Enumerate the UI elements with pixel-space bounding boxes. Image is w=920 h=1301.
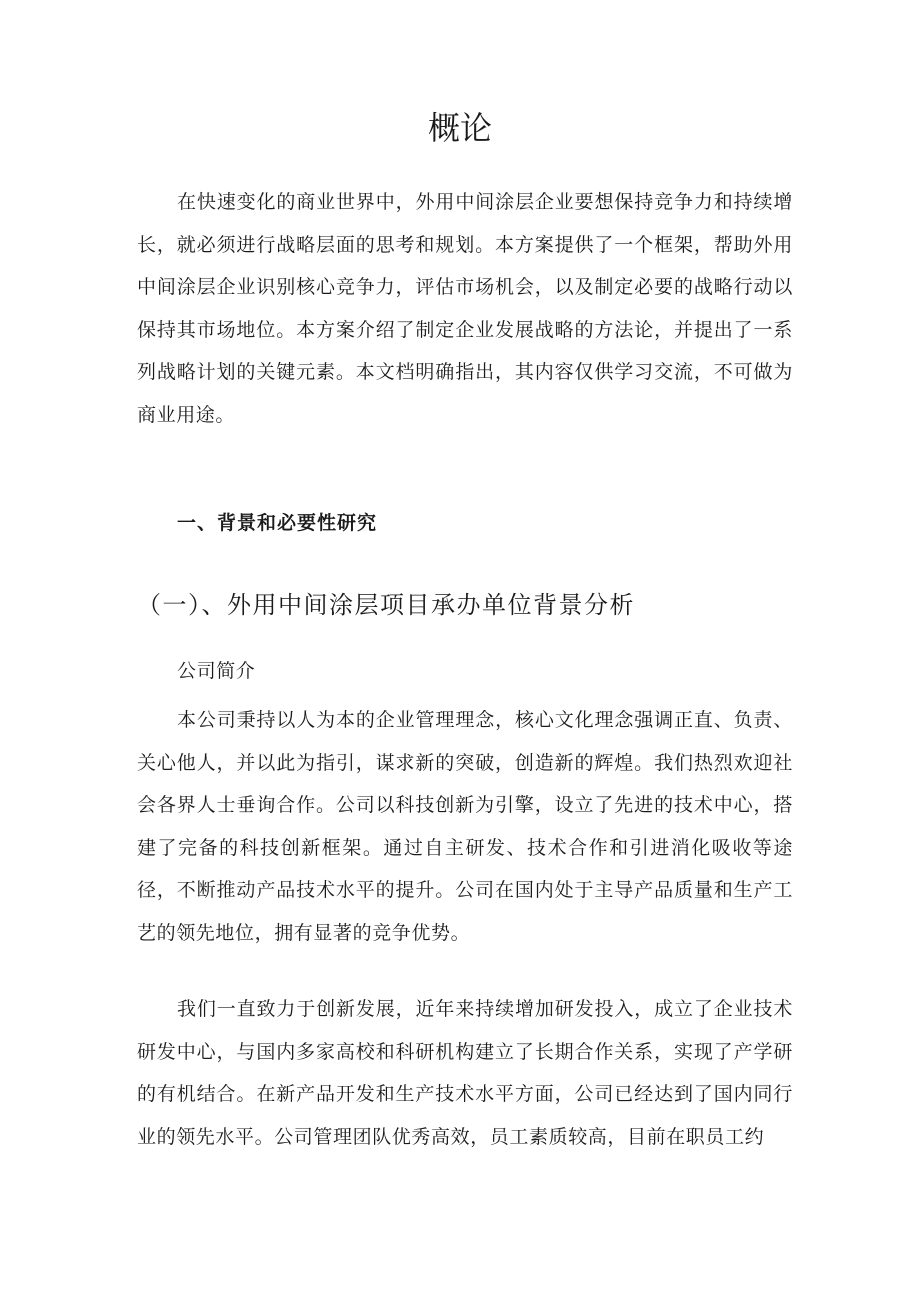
subsection-heading: （一）、外用中间涂层项目承办单位背景分析 — [137, 591, 635, 619]
page-title: 概论 — [427, 109, 492, 147]
intro-paragraph: 在快速变化的商业世界中，外用中间涂层企业要想保持竞争力和持续增长，就必须进行战略层面的思考和规划。本方案提供了一个框架，帮助外用中间涂层企业识别核心竞争力，评估市场机会，以及制定必要的战略行动以保持其市场地位。本方案介绍了制定企业发展战略的方法论，并提出了一系列战略计划的关键元素。本文档明确指出，其内容仅供学习交流，不可做为商业用途。 — [137, 191, 793, 426]
body-paragraph-1: 本公司秉持以人为本的企业管理理念，核心文化理念强调正直、负责、关心他人，并以此为指引，谋求新的突破，创造新的辉煌。我们热烈欢迎社会各界人士垂询合作。公司以科技创新为引擎，设立了先进的技术中心，搭建了完备的科技创新框架。通过自主研发、技术合作和引进消化吸收等途径，不断推动产品技术水平的提升。公司在国内处于主导产品质量和生产工艺的领先地位，拥有显著的竞争优势。 — [137, 709, 793, 944]
section-heading: 一、背景和必要性研究 — [177, 512, 378, 534]
company-intro-label: 公司简介 — [177, 660, 256, 682]
body-paragraph-2: 我们一直致力于创新发展，近年来持续增加研发投入，成立了企业技术研发中心，与国内多家高校和科研机构建立了长期合作关系，实现了产学研的有机结合。在新产品开发和生产技术水平方面，公司已经达到了国内同行业的领先水平。公司管理团队优秀高效，员工素质较高，目前在职员工约 — [137, 998, 793, 1148]
